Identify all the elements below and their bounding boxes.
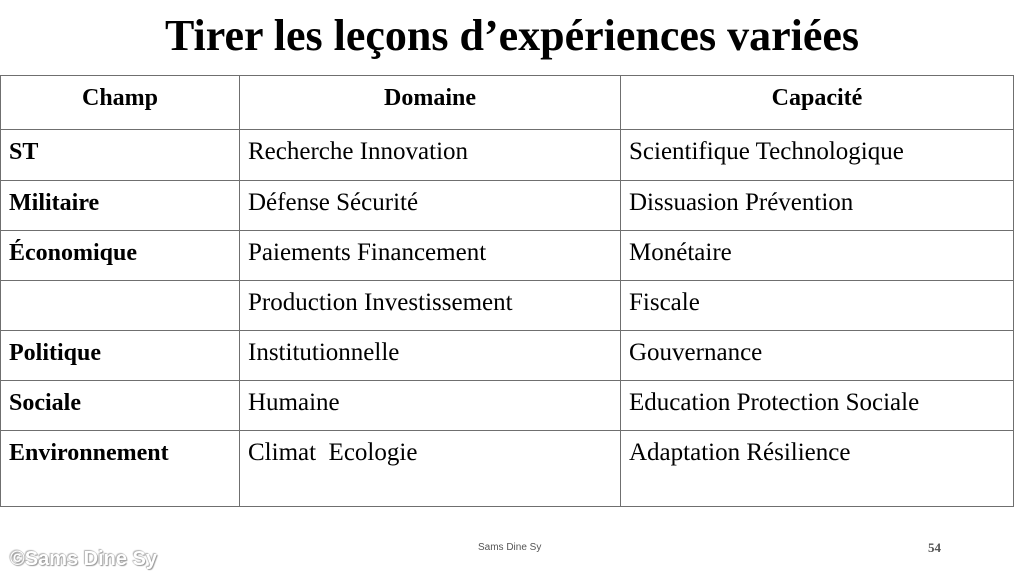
cell-capacite: Education Protection Sociale — [621, 381, 1014, 431]
cell-champ — [1, 281, 240, 331]
table-header-row — [1, 76, 1014, 130]
cell-capacite: Dissuasion Prévention — [621, 181, 1014, 231]
table-row — [1, 231, 1014, 281]
table-row — [1, 431, 1014, 507]
table-row — [1, 130, 1014, 181]
cell-champ: Politique — [1, 331, 240, 381]
page-number: 54 — [928, 540, 941, 555]
cell-domaine: Climat Ecologie — [240, 431, 621, 507]
table-row — [1, 281, 1014, 331]
cell-domaine: Défense Sécurité — [240, 181, 621, 231]
cell-domaine: Recherche Innovation — [240, 130, 621, 181]
cell-champ: Économique — [1, 231, 240, 281]
cell-capacite: Scientifique Technologique — [621, 130, 1014, 181]
table-row — [1, 181, 1014, 231]
cell-domaine: Institutionnelle — [240, 331, 621, 381]
cell-champ: Environnement — [1, 431, 240, 507]
cell-capacite: Adaptation Résilience — [621, 431, 1014, 507]
cell-capacite: Gouvernance — [621, 331, 1014, 381]
data-table — [0, 75, 1014, 507]
cell-champ: ST — [1, 130, 240, 181]
cell-champ: Militaire — [1, 181, 240, 231]
column-header-domaine: Domaine — [240, 76, 621, 130]
table-row — [1, 381, 1014, 431]
footer-author: Sams Dine Sy — [478, 542, 542, 553]
column-header-champ: Champ — [1, 76, 240, 130]
table-row — [1, 331, 1014, 381]
slide-title: Tirer les leçons d’expériences variées — [164, 11, 860, 60]
cell-capacite: Fiscale — [621, 281, 1014, 331]
cell-champ: Sociale — [1, 381, 240, 431]
cell-capacite: Monétaire — [621, 231, 1014, 281]
cell-domaine: Humaine — [240, 381, 621, 431]
column-header-capacite: Capacité — [621, 76, 1014, 130]
cell-domaine: Production Investissement — [240, 281, 621, 331]
copyright-watermark: ©Sams Dine Sy — [10, 548, 158, 570]
cell-domaine: Paiements Financement — [240, 231, 621, 281]
